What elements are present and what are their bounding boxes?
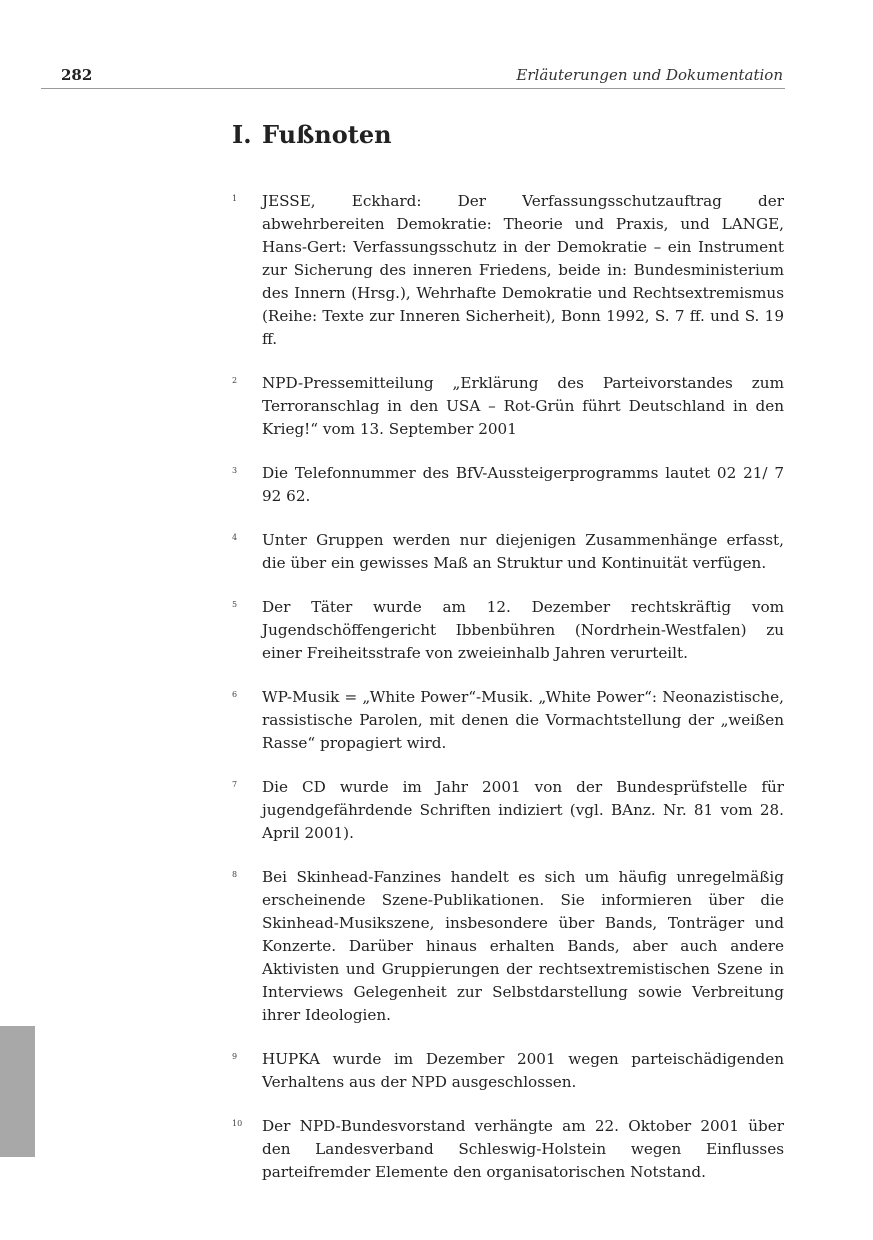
footnote-6 (232, 686, 784, 755)
footnote-8 (232, 866, 784, 1027)
footnote-list (232, 190, 784, 1205)
footnote-10 (232, 1115, 784, 1184)
page-header (41, 64, 785, 89)
footnote-text: Unter Gruppen werden nur diejenigen Zusammenhänge erfasst, die über ein gewisses Maß an Struktur und Kontinuität verfügen. (262, 531, 784, 572)
footnote-text: NPD-Pressemitteilung „Erklärung des Parteivorstandes zum Terroranschlag in den USA – Rot-Grün führt Deutschland in den Krieg!“ vom 13. September 2001 (262, 374, 784, 438)
footnote-5 (232, 596, 784, 665)
footnote-3 (232, 462, 784, 508)
footnote-marker: 4 (232, 533, 238, 542)
footnote-text: Der NPD-Bundesvorstand verhängte am 22. Oktober 2001 über den Landesverband Schleswig-Holstein wegen Einflusses parteifremder Elemente den organisatorischen Notstand. (262, 1117, 784, 1181)
footnote-marker: 3 (232, 466, 238, 475)
footnote-text: WP-Musik = „White Power“-Musik. „White Power“: Neonazistische, rassistische Parolen, mit denen die Vormachtstellung der „weißen Rasse“ propagiert wird. (262, 688, 784, 752)
footnote-2 (232, 372, 784, 441)
running-head: Erläuterungen und Dokumentation (516, 66, 783, 84)
footnote-marker: 5 (232, 600, 238, 609)
footnote-1 (232, 190, 784, 351)
section-title (232, 120, 392, 149)
footnote-9 (232, 1048, 784, 1094)
footnote-marker: 8 (232, 870, 238, 879)
footnote-text: Die CD wurde im Jahr 2001 von der Bundesprüfstelle für jugendgefährdende Schriften indiziert (vgl. BAnz. Nr. 81 vom 28. April 2001). (262, 778, 784, 842)
footnote-marker: 6 (232, 690, 238, 699)
footnote-marker: 10 (232, 1119, 243, 1128)
page-number: 282 (61, 66, 93, 84)
footnote-4 (232, 529, 784, 575)
footnote-text: Die Telefonnummer des BfV-Aussteigerprogramms lautet 02 21/ 7 92 62. (262, 464, 784, 505)
footnote-text: Bei Skinhead-Fanzines handelt es sich um häufig unregelmäßig erscheinende Szene-Publikationen. Sie informieren über die Skinhead-Musikszene, insbesondere über Bands, Tonträger und Konzerte. Darüber hinaus erhalten Bands, aber auch andere Aktivisten und Gruppierungen der rechtsextremistischen Szene in Interviews Gelegenheit zur Selbstdarstellung sowie Verbreitung ihrer Ideologien. (262, 868, 784, 1024)
footnote-text: JESSE, Eckhard: Der Verfassungsschutzauftrag der abwehrbereiten Demokratie: Theorie und Praxis, und LANGE, Hans-Gert: Verfassungsschutz in der Demokratie – ein Instrument zur Sicherung des inneren Friedens, beide in: Bundesministerium des Innern (Hrsg.), Wehrhafte Demokratie und Rechtsextremismus (Reihe: Texte zur Inneren Sicherheit), Bonn 1992, S. 7 ff. und S. 19 ff. (262, 192, 784, 348)
section-number: I. (232, 120, 252, 149)
footnote-text: HUPKA wurde im Dezember 2001 wegen parteischädigenden Verhaltens aus der NPD ausgeschlossen. (262, 1050, 784, 1091)
footnote-marker: 7 (232, 780, 238, 789)
footnote-marker: 2 (232, 376, 238, 385)
thumb-index-tab (0, 1026, 35, 1157)
footnote-text: Der Täter wurde am 12. Dezember rechtskräftig vom Jugendschöffengericht Ibbenbühren (Nordrhein-Westfalen) zu einer Freiheitsstrafe von zweieinhalb Jahren verurteilt. (262, 598, 784, 662)
footnote-marker: 9 (232, 1052, 238, 1061)
footnote-7 (232, 776, 784, 845)
footnote-marker: 1 (232, 194, 238, 203)
section-title-text: Fußnoten (262, 120, 392, 149)
